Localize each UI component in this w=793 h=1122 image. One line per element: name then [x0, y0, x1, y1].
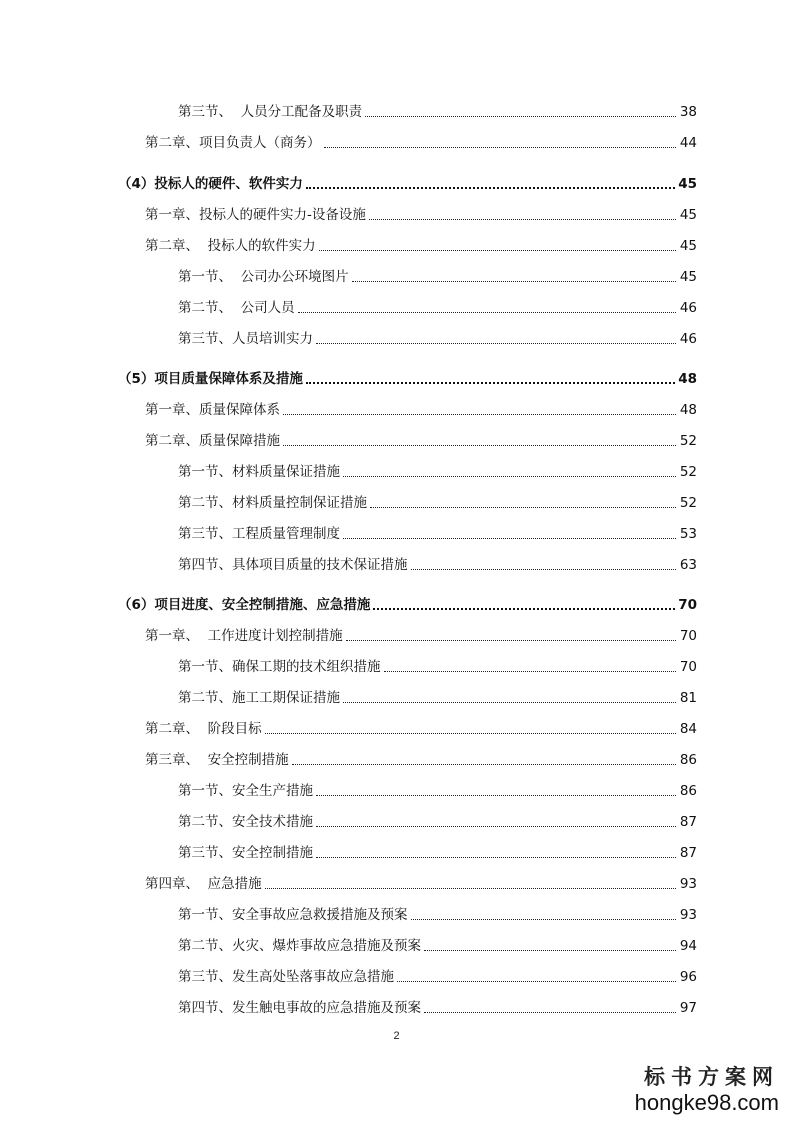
toc-entry-title: 第四节、具体项目质量的技术保证措施: [178, 557, 408, 573]
toc-leader-dots: [370, 507, 676, 508]
toc-entry-title: 第一章、质量保障体系: [145, 402, 280, 418]
toc-entry-page: 70: [679, 659, 697, 675]
toc-leader-dots: [316, 826, 676, 827]
toc-entry[interactable]: [145, 231, 697, 255]
toc-leader-dots: [369, 219, 676, 220]
toc-entry[interactable]: [178, 962, 697, 986]
toc-entry-title: 第三节、安全控制措施: [178, 845, 313, 861]
toc-entry-page: 53: [679, 526, 697, 542]
toc-entry-title: 第三章、 安全控制措施: [145, 752, 289, 768]
toc-entry[interactable]: [118, 364, 697, 388]
toc-entry[interactable]: [178, 324, 697, 348]
toc-entry-page: 52: [679, 464, 697, 480]
toc-entry[interactable]: [145, 621, 697, 645]
watermark-name: 标书方案网: [644, 1064, 779, 1089]
toc-entry-page: 46: [679, 331, 697, 347]
toc-entry-page: 84: [679, 721, 697, 737]
toc-leader-dots: [265, 733, 676, 734]
toc-leader-dots: [283, 445, 676, 446]
toc-leader-dots: [316, 857, 676, 858]
toc-entry-title: 第一节、材料质量保证措施: [178, 464, 340, 480]
toc-entry-page: 48: [678, 371, 697, 387]
page-number: 2: [393, 1030, 400, 1042]
toc-entry[interactable]: [178, 807, 697, 831]
toc-entry[interactable]: [145, 200, 697, 224]
toc-entry-page: 45: [679, 238, 697, 254]
toc-entry[interactable]: [178, 97, 697, 121]
toc-leader-dots: [343, 476, 676, 477]
toc-entry[interactable]: [178, 293, 697, 317]
toc-entry-title: （6）项目进度、安全控制措施、应急措施: [118, 597, 371, 613]
toc-entry-page: 86: [679, 752, 697, 768]
toc-entry-title: 第一节、安全生产措施: [178, 783, 313, 799]
toc-leader-dots: [343, 538, 676, 539]
toc-leader-dots: [298, 312, 676, 313]
toc-entry-title: 第一节、确保工期的技术组织措施: [178, 659, 381, 675]
toc-entry-page: 97: [679, 1000, 697, 1016]
toc-entry-page: 45: [679, 207, 697, 223]
toc-entry[interactable]: [178, 993, 697, 1017]
toc-entry[interactable]: [145, 426, 697, 450]
toc-entry-title: 第三节、发生高处坠落事故应急措施: [178, 969, 394, 985]
toc-entry-title: 第二节、火灾、爆炸事故应急措施及预案: [178, 938, 421, 954]
toc-leader-dots: [316, 795, 676, 796]
toc-entry[interactable]: [178, 519, 697, 543]
toc-entry-page: 70: [679, 628, 697, 644]
toc-entry[interactable]: [178, 838, 697, 862]
toc-entry-page: 93: [679, 876, 697, 892]
toc-entry-page: 52: [679, 433, 697, 449]
toc-leader-dots: [343, 702, 676, 703]
toc-entry-page: 45: [679, 269, 697, 285]
toc-entry-page: 96: [679, 969, 697, 985]
toc-entry-title: 第二章、项目负责人（商务）: [145, 135, 321, 151]
toc-entry-title: 第二章、 阶段目标: [145, 721, 262, 737]
toc-leader-dots: [411, 569, 677, 570]
toc-entry[interactable]: [118, 169, 697, 193]
toc-entry-page: 38: [679, 104, 697, 120]
toc-entry-title: 第二节、 公司人员: [178, 300, 295, 316]
toc-leader-dots: [316, 343, 676, 344]
toc-entry-title: 第一章、投标人的硬件实力-设备设施: [145, 207, 366, 223]
toc-leader-dots: [324, 147, 677, 148]
toc-entry-page: 46: [679, 300, 697, 316]
toc-entry[interactable]: [178, 900, 697, 924]
toc-entry-page: 93: [679, 907, 697, 923]
toc-leader-dots: [265, 888, 676, 889]
toc-leader-dots: [365, 116, 676, 117]
toc-entry[interactable]: [178, 683, 697, 707]
toc-entry-title: 第三节、 人员分工配备及职责: [178, 104, 363, 120]
toc-entry-page: 48: [679, 402, 697, 418]
toc-entry-page: 94: [679, 938, 697, 954]
toc-entry-title: 第三节、工程质量管理制度: [178, 526, 340, 542]
toc-entry-page: 87: [679, 845, 697, 861]
toc-entry-page: 45: [678, 176, 697, 192]
toc-entry-title: 第三节、人员培训实力: [178, 331, 313, 347]
toc-entry-title: （5）项目质量保障体系及措施: [118, 371, 303, 387]
toc-leader-dots: [306, 187, 675, 189]
toc-entry-title: 第二章、 投标人的软件实力: [145, 238, 316, 254]
toc-entry[interactable]: [178, 550, 697, 574]
toc-leader-dots: [306, 382, 675, 384]
toc-entry[interactable]: [145, 128, 697, 152]
toc-entry[interactable]: [178, 262, 697, 286]
toc-leader-dots: [424, 1012, 676, 1013]
toc-entry[interactable]: [118, 590, 697, 614]
toc-entry-title: 第一节、 公司办公环境图片: [178, 269, 349, 285]
toc-entry-title: 第四章、 应急措施: [145, 876, 262, 892]
toc-entry[interactable]: [178, 488, 697, 512]
toc-entry[interactable]: [145, 745, 697, 769]
toc-leader-dots: [346, 640, 676, 641]
toc-leader-dots: [397, 981, 676, 982]
toc-leader-dots: [292, 764, 676, 765]
toc-leader-dots: [424, 950, 676, 951]
toc-entry[interactable]: [178, 457, 697, 481]
toc-entry-page: 44: [679, 135, 697, 151]
watermark-logo: [579, 1064, 779, 1116]
toc-entry-title: 第二节、施工工期保证措施: [178, 690, 340, 706]
toc-entry-page: 52: [679, 495, 697, 511]
toc-entry[interactable]: [145, 714, 697, 738]
toc-entry-title: （4）投标人的硬件、软件实力: [118, 176, 303, 192]
watermark-url: hongke98.com: [634, 1090, 779, 1115]
toc-entry-title: 第二节、材料质量控制保证措施: [178, 495, 367, 511]
toc-entry-title: 第二节、安全技术措施: [178, 814, 313, 830]
toc-entry-title: 第二章、质量保障措施: [145, 433, 280, 449]
toc-leader-dots: [319, 250, 676, 251]
toc-entry-page: 86: [679, 783, 697, 799]
toc-leader-dots: [411, 919, 677, 920]
toc-leader-dots: [384, 671, 677, 672]
toc-entry-page: 70: [678, 597, 697, 613]
toc-entry[interactable]: [178, 776, 697, 800]
toc-entry-page: 81: [679, 690, 697, 706]
toc-leader-dots: [373, 608, 675, 610]
toc-entry-title: 第一章、 工作进度计划控制措施: [145, 628, 343, 644]
toc-entry-page: 63: [679, 557, 697, 573]
toc-entry[interactable]: [178, 931, 697, 955]
toc-entry-title: 第一节、安全事故应急救援措施及预案: [178, 907, 408, 923]
toc-entry[interactable]: [178, 652, 697, 676]
toc-entry[interactable]: [145, 395, 697, 419]
toc-leader-dots: [283, 414, 676, 415]
toc-entry-page: 87: [679, 814, 697, 830]
toc-entry[interactable]: [145, 869, 697, 893]
toc-entry-title: 第四节、发生触电事故的应急措施及预案: [178, 1000, 421, 1016]
toc-leader-dots: [352, 281, 676, 282]
